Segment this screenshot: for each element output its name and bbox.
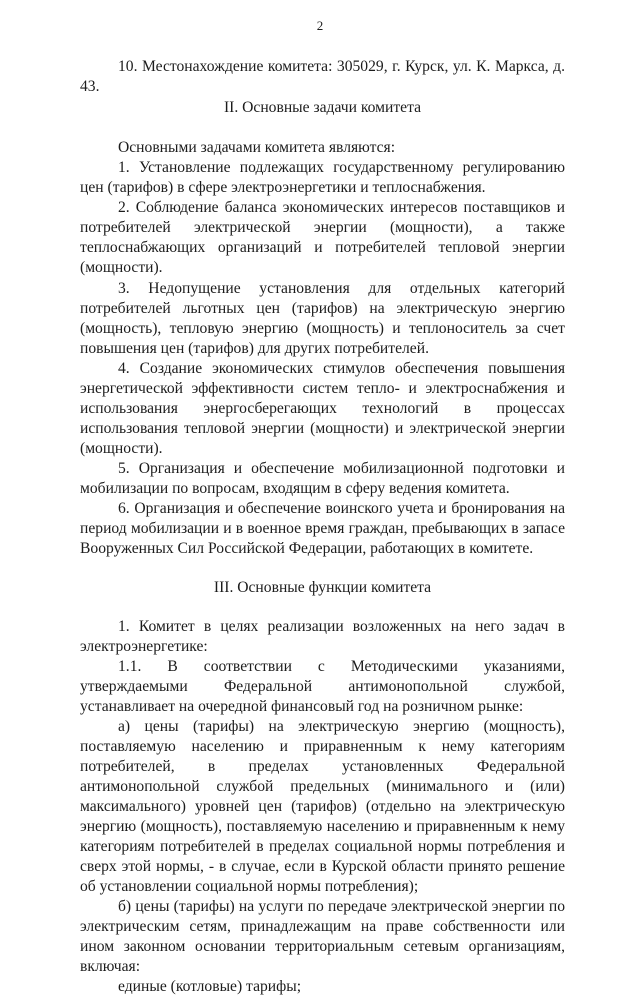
- task-item-3: 3. Недопущение установления для отдельных категорий потребителей льготных цен (тарифов) на электрическую энергию (мощность), тепловую энергию (мощность) и теплоноситель за счет повышения цен (тарифов) для других потребителей.: [80, 280, 565, 357]
- page-number: 2: [316, 18, 324, 33]
- section-2-intro: Основными задачами комитета являются:: [118, 139, 396, 156]
- task-item-2: 2. Соблюдение баланса экономических интересов поставщиков и потребителей электрической энергии (мощности), а также теплоснабжающих организаций и потребителей тепловой энергии (мощности).: [80, 199, 565, 276]
- function-subitem-b: б) цены (тарифы) на услуги по передаче электрической энергии по электрическим сетям, принадлежащим на праве собственности или ином законном основании территориальным сетевым организациям, включая:: [80, 898, 565, 975]
- task-item-4: 4. Создание экономических стимулов обеспечения повышения энергетической эффективности систем тепло- и электроснабжения и использования энергосберегающих технологий в процессах использования тепловой энергии (мощности) и электрической энергии (мощности).: [80, 360, 565, 457]
- function-subitem-b-tariffs: единые (котловые) тарифы;: [118, 978, 302, 995]
- task-item-6: 6. Организация и обеспечение воинского учета и бронирования на период мобилизации и в военное время граждан, пребывающих в запасе Вооруженных Сил Российской Федерации, работающих в комитете.: [80, 500, 565, 557]
- task-item-1: 1. Установление подлежащих государственному регулированию цен (тарифов) в сфере электроэнергетики и теплоснабжения.: [80, 159, 565, 196]
- function-subitem-a: а) цены (тарифы) на электрическую энергию (мощность), поставляемую населению и приравненным к нему категориям потребителей, в пределах установленных Федеральной антимонопольной службой предельных (минимального и (или) максимального) уровней цен (тарифов) (отдельно на электрическую энергию (мощность), поставляемую населению и приравненным к нему категориям потребителей в пределах социальной нормы потребления и сверх этой нормы, - в случае, если в Курской области принято решение об установлении социальной нормы потребления);: [80, 718, 565, 895]
- function-paragraph-1: 1. Комитет в целях реализации возложенных на него задач в электроэнергетике:: [80, 618, 565, 655]
- paragraph-10: 10. Местонахождение комитета: 305029, г. Курск, ул. К. Маркса, д. 43.: [80, 58, 565, 95]
- function-paragraph-1-1: 1.1. В соответствии с Методическими указаниями, утверждаемыми Федеральной антимонопольной службой, устанавливает на очередной финансовый год на розничном рынке:: [80, 658, 565, 715]
- section-3-heading: III. Основные функции комитета: [213, 579, 432, 596]
- section-2-heading: II. Основные задачи комитета: [223, 99, 422, 116]
- document-body: [80, 57, 565, 997]
- task-item-5: 5. Организация и обеспечение мобилизационной подготовки и мобилизации по вопросам, входящим в сферу ведения комитета.: [80, 460, 565, 497]
